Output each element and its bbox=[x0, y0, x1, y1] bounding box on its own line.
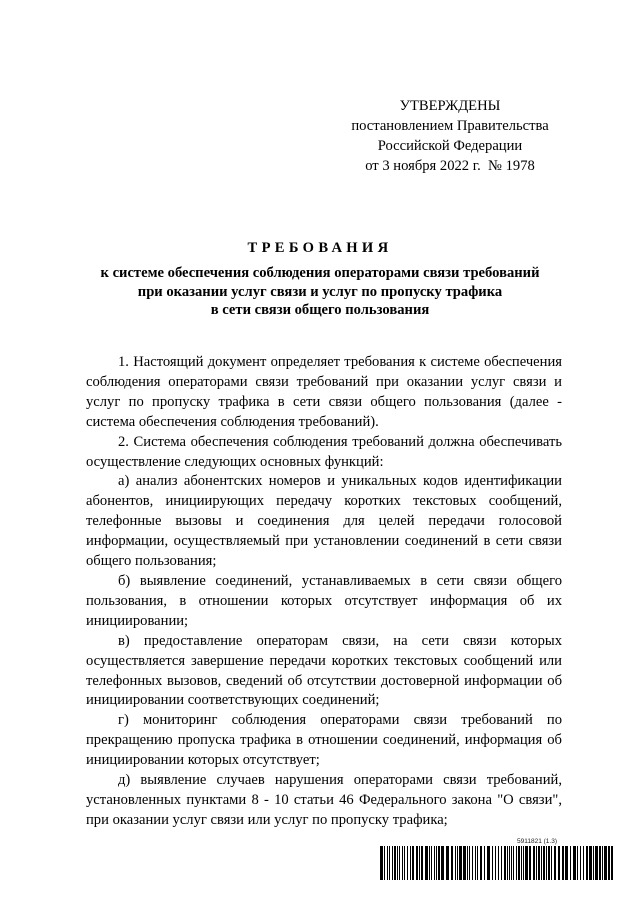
barcode-bar bbox=[441, 846, 444, 880]
subtitle-line: к системе обеспечения соблюдения операторами связи требований bbox=[100, 265, 540, 281]
barcode-bar bbox=[407, 846, 408, 880]
barcode-bar bbox=[487, 846, 490, 880]
barcode-bar bbox=[467, 846, 468, 880]
barcode-bar bbox=[504, 846, 506, 880]
barcode-bar bbox=[436, 846, 437, 880]
paragraph-2e: д) выявление случаев нарушения операторами связи требований, установленных пунктами 8 - 10 статьи 46 Федерального закона "О связи", при оказании услуг связи или услуг по пропуску трафика; bbox=[86, 772, 562, 828]
barcode-bar bbox=[431, 846, 432, 880]
barcode-bar bbox=[602, 846, 603, 880]
barcode bbox=[380, 846, 613, 880]
barcode-bar bbox=[546, 846, 547, 880]
barcode-bar bbox=[604, 846, 607, 880]
barcode-bar bbox=[498, 846, 499, 880]
paragraph-2d: г) мониторинг соблюдения операторами связи требований по прекращению пропуска трафика в отношении соединений, информация об инициировании которых отсутствует; bbox=[86, 712, 562, 769]
barcode-bar bbox=[484, 846, 485, 880]
barcode-bar bbox=[459, 846, 462, 880]
barcode-bar bbox=[551, 846, 552, 880]
barcode-bar bbox=[438, 846, 440, 880]
barcode-bar bbox=[548, 846, 550, 880]
subtitle-line: при оказании услуг связи и услуг по пропуску трафика bbox=[137, 283, 503, 300]
barcode-bar bbox=[599, 846, 601, 880]
barcode-bar bbox=[455, 846, 456, 880]
barcode-bar bbox=[475, 846, 476, 880]
barcode-bar bbox=[421, 846, 423, 880]
barcode-bar bbox=[425, 846, 428, 880]
barcode-bar bbox=[404, 846, 405, 880]
barcode-bar bbox=[538, 846, 540, 880]
barcode-bar bbox=[384, 846, 385, 880]
barcode-bar bbox=[580, 846, 581, 880]
barcode-bar bbox=[523, 846, 524, 880]
approval-line: постановлением Правительства bbox=[351, 118, 549, 134]
barcode-bar bbox=[516, 846, 517, 880]
paragraph-2b: б) выявление соединений, устанавливаемых в сети связи общего пользования, в отношении которых отсутствует информация об их инициировании; bbox=[86, 572, 562, 629]
subtitle-line: в сети связи общего пользования bbox=[210, 302, 430, 318]
barcode-bar bbox=[533, 846, 535, 880]
barcode-bar bbox=[463, 846, 466, 880]
barcode-bar bbox=[593, 846, 594, 880]
approval-line: Российской Федерации bbox=[377, 138, 523, 154]
barcode-bar bbox=[543, 846, 545, 880]
barcode-bar bbox=[589, 846, 592, 880]
barcode-bar bbox=[577, 846, 578, 880]
barcode-number: 5911821 (1.3) bbox=[517, 838, 557, 845]
paragraph-1: 1. Настоящий документ определяет требования к системе обеспечения соблюдения операторами связи требований при оказании услуг связи и услуг по пропуску трафика в сети связи общего пользования (далее - система обеспечения соблюдения требований). bbox=[86, 354, 562, 430]
barcode-bar bbox=[608, 846, 610, 880]
barcode-bar bbox=[586, 846, 588, 880]
barcode-bar bbox=[583, 846, 584, 880]
approval-date: от 3 ноября 2022 г. № 1978 bbox=[365, 158, 535, 174]
barcode-bar bbox=[480, 846, 482, 880]
paragraph-2: 2. Система обеспечения соблюдения требований должна обеспечивать осуществление следующих основных функций: bbox=[86, 433, 562, 470]
barcode-bar bbox=[558, 846, 560, 880]
barcode-bar bbox=[570, 846, 571, 880]
barcode-bar bbox=[457, 846, 458, 880]
barcode-bar bbox=[562, 846, 564, 880]
barcode-bar bbox=[399, 846, 400, 880]
barcode-bar bbox=[416, 846, 418, 880]
barcode-bar bbox=[529, 846, 531, 880]
barcode-bar bbox=[536, 846, 537, 880]
document-subtitle bbox=[60, 264, 580, 320]
document-body bbox=[86, 353, 562, 831]
barcode-bar bbox=[469, 846, 470, 880]
barcode-bar bbox=[429, 846, 430, 880]
barcode-bar bbox=[389, 846, 390, 880]
barcode-bar bbox=[380, 846, 383, 880]
barcode-bar bbox=[419, 846, 420, 880]
approval-heading: УТВЕРЖДЕНЫ bbox=[399, 98, 501, 114]
barcode-bar bbox=[402, 846, 403, 880]
paragraph-2c: в) предоставление операторам связи, на сети связи которых осуществляется завершение передачи коротких текстовых сообщений или телефонных вызовов, сведений об отсутствии достоверной информации об инициировании соответствующих соединений; bbox=[86, 632, 562, 709]
barcode-bar bbox=[394, 846, 396, 880]
barcode-bar bbox=[565, 846, 568, 880]
paragraph-2a: а) анализ абонентских номеров и уникальных кодов идентификации абонентов, инициирующих передачу коротких текстовых сообщений, телефонные вызовы и соединения для целей передачи голосовой информации, осуществляемый при установлении соединений в сети связи общего пользования; bbox=[86, 473, 562, 570]
barcode-bar bbox=[507, 846, 508, 880]
barcode-bar bbox=[511, 846, 512, 880]
barcode-bar bbox=[397, 846, 398, 880]
barcode-bar bbox=[472, 846, 473, 880]
approval-stamp bbox=[330, 96, 570, 176]
barcode-bar bbox=[509, 846, 510, 880]
barcode-bar bbox=[495, 846, 496, 880]
barcode-bar bbox=[492, 846, 493, 880]
barcode-bar bbox=[541, 846, 542, 880]
document-title: ТРЕБОВАНИЯ bbox=[247, 240, 393, 256]
barcode-bar bbox=[434, 846, 435, 880]
barcode-bar bbox=[573, 846, 576, 880]
barcode-bar bbox=[525, 846, 528, 880]
barcode-bar bbox=[387, 846, 388, 880]
barcode-bar bbox=[521, 846, 522, 880]
barcode-bar bbox=[392, 846, 393, 880]
barcode-bar bbox=[554, 846, 556, 880]
barcode-bar bbox=[446, 846, 449, 880]
barcode-bar bbox=[410, 846, 411, 880]
barcode-bar bbox=[477, 846, 478, 880]
barcode-bar bbox=[595, 846, 598, 880]
barcode-bar bbox=[513, 846, 514, 880]
barcode-bar bbox=[451, 846, 453, 880]
barcode-bar bbox=[412, 846, 414, 880]
barcode-bar bbox=[611, 846, 613, 880]
barcode-bar bbox=[518, 846, 520, 880]
barcode-bar bbox=[501, 846, 502, 880]
